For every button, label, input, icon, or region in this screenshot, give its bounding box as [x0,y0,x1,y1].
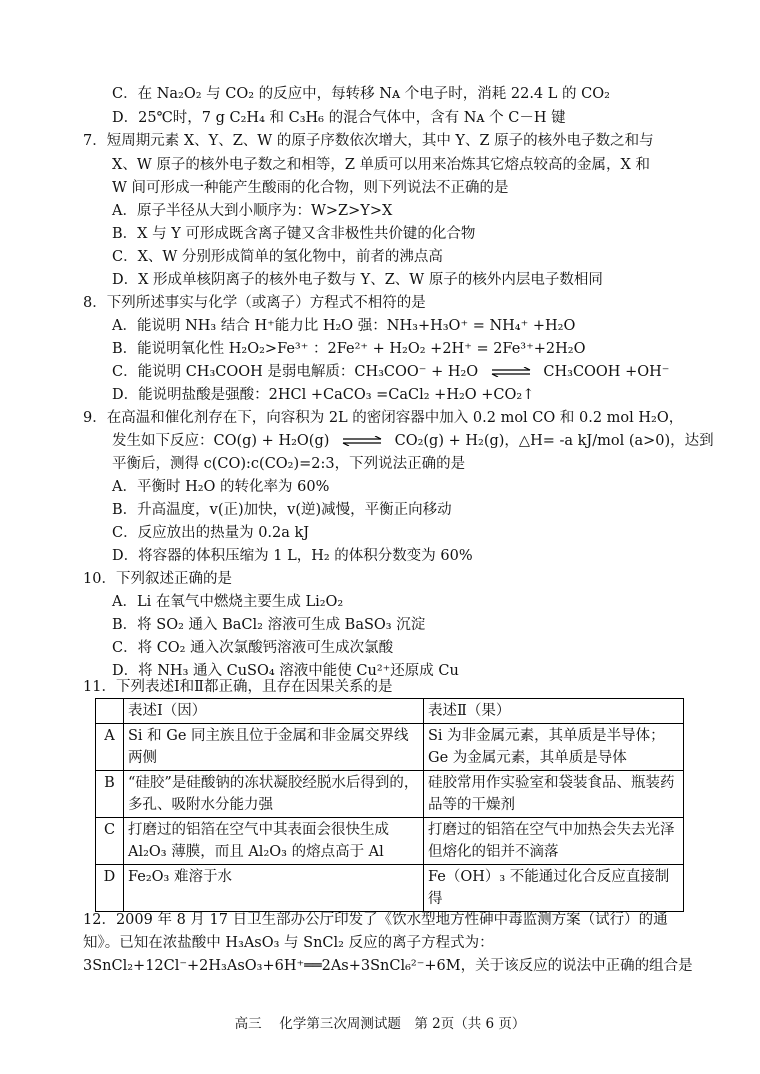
table-cell-cause: “硅胶”是硅酸钠的冻状凝胶经脱水后得到的，多孔、吸附水分能力强 [124,771,424,818]
page-footer: 高三 化学第三次周测试题 第 2页（共 6 页） [234,1016,526,1032]
table-row-key: B [96,771,124,818]
table-cell-effect: 打磨过的铝箔在空气中加热会失去光泽但熔化的铝并不滴落 [424,818,684,865]
table-cell-cause: 打磨过的铝箔在空气中其表面会很快生成 Al₂O₃ 薄膜，而且 Al₂O₃ 的熔点高于 Al [124,818,424,865]
q8-option-b: B．能说明氧化性 H₂O₂>Fe³⁺ ：2Fe²⁺ + H₂O₂ +2H⁺ = 2Fe³⁺+2H₂O [112,341,586,357]
q7-stem-line1: 7．短周期元素 X、Y、Z、W 的原子序数依次增大，其中 Y、Z 原子的核外电子数之和与 [83,133,654,149]
q7-stem-line3: W 间可形成一种能产生酸雨的化合物，则下列说法不正确的是 [112,180,509,196]
q9-reaction-right: CO₂(g) + H₂(g)，△H= -a kJ/mol (a>0)，达到 [394,433,714,449]
q7-stem-line2: X、W 原子的核外电子数之和相等，Z 单质可以用来冶炼其它熔点较高的金属，X 和 [112,157,650,173]
q8-option-c-right: CH₃COOH +OH⁻ [543,364,670,380]
q9-option-c: C．反应放出的热量为 0.2a kJ [112,525,310,541]
q10-option-b: B．将 SO₂ 通入 BaCl₂ 溶液可生成 BaSO₃ 沉淀 [112,617,426,633]
table-row [96,724,684,771]
q9-stem-line2 [112,431,714,451]
q10-option-a: A．Li 在氧气中燃烧主要生成 Li₂O₂ [112,594,344,610]
q10-stem: 10．下列叙述正确的是 [83,571,232,587]
equilibrium-arrow-icon [342,436,382,446]
table-header-cause: 表述Ⅰ（因） [124,699,424,724]
q8-option-c [112,362,669,382]
q9-reaction-left: 发生如下反应：CO(g) + H₂O(g) [112,433,330,449]
table-cell-cause: Si 和 Ge 同主族且位于金属和非金属交界线两侧 [124,724,424,771]
q12-stem-line3: 3SnCl₂+12Cl⁻+2H₃AsO₃+6H⁺══2As+3SnCl₆²⁻+6M，关于该反应的说法中正确的组合是 [83,958,693,974]
q10-option-d: D．将 NH₃ 通入 CuSO₄ 溶液中能使 Cu²⁺还原成 Cu [112,663,459,679]
table-row-key: D [96,865,124,912]
q7-option-a: A．原子半径从大到小顺序为：W>Z>Y>X [112,203,393,219]
q12-stem-line2: 知》。已知在浓盐酸中 H₃AsO₃ 与 SnCl₂ 反应的离子方程式为： [83,935,494,951]
q7-option-d: D．X 形成单核阴离子的核外电子数与 Y、Z、W 原子的核外内层电子数相同 [112,272,603,288]
table-cell-effect: 硅胶常用作实验室和袋装食品、瓶装药品等的干燥剂 [424,771,684,818]
table-row [96,865,684,912]
q12-stem-line1: 12．2009 年 8 月 17 日卫生部办公厅印发了《饮水型地方性砷中毒监测方案（试行）的通 [83,912,668,928]
q11-table [95,698,684,912]
q9-stem-line3: 平衡后，测得 c(CO):c(CO₂)=2:3，下列说法正确的是 [112,456,466,472]
q8-option-a: A．能说明 NH₃ 结合 H⁺能力比 H₂O 强：NH₃+H₃O⁺ = NH₄⁺ +H₂O [112,318,576,334]
table-corner-cell [96,699,124,724]
q7-option-c: C．X、W 分别形成简单的氢化物中，前者的沸点高 [112,249,443,265]
q8-option-d: D．能说明盐酸是强酸：2HCl +CaCO₃ =CaCl₂ +H₂O +CO₂↑ [112,387,535,403]
q8-option-c-left: C．能说明 CH₃COOH 是弱电解质：CH₃COO⁻ + H₂O [112,364,479,380]
q9-option-d: D．将容器的体积压缩为 1 L，H₂ 的体积分数变为 60% [112,548,473,564]
q9-option-a: A．平衡时 H₂O 的转化率为 60% [112,479,330,495]
q6-option-d: D．25℃时，7 g C₂H₄ 和 C₃H₆ 的混合气体中，含有 Nᴀ 个 C－H 键 [112,110,566,126]
q9-option-b: B．升高温度，v(正)加快，v(逆)减慢，平衡正向移动 [112,502,452,518]
table-cell-effect: Si 为非金属元素，其单质是半导体；Ge 为金属元素，其单质是导体 [424,724,684,771]
table-header-effect: 表述Ⅱ（果） [424,699,684,724]
table-row [96,771,684,818]
table-cell-effect: Fe（OH）₃ 不能通过化合反应直接制得 [424,865,684,912]
table-cell-cause: Fe₂O₃ 难溶于水 [124,865,424,912]
q9-stem-line1: 9．在高温和催化剂存在下，向容积为 2L 的密闭容器中加入 0.2 mol CO 和 0.2 mol H₂O， [83,410,684,426]
table-header-row [96,699,684,724]
table-row [96,818,684,865]
table-row-key: C [96,818,124,865]
q11-stem: 11．下列表述Ⅰ和Ⅱ都正确，且存在因果关系的是 [83,679,393,695]
q7-option-b: B．X 与 Y 可形成既含离子键又含非极性共价键的化合物 [112,226,476,242]
q8-stem: 8．下列所述事实与化学（或离子）方程式不相符的是 [83,295,426,311]
table-row-key: A [96,724,124,771]
q10-option-c: C．将 CO₂ 通入次氯酸钙溶液可生成次氯酸 [112,640,394,656]
q6-option-c: C．在 Na₂O₂ 与 CO₂ 的反应中，每转移 Nᴀ 个电子时，消耗 22.4 L 的 CO₂ [112,86,610,102]
equilibrium-arrow-icon [491,367,531,377]
